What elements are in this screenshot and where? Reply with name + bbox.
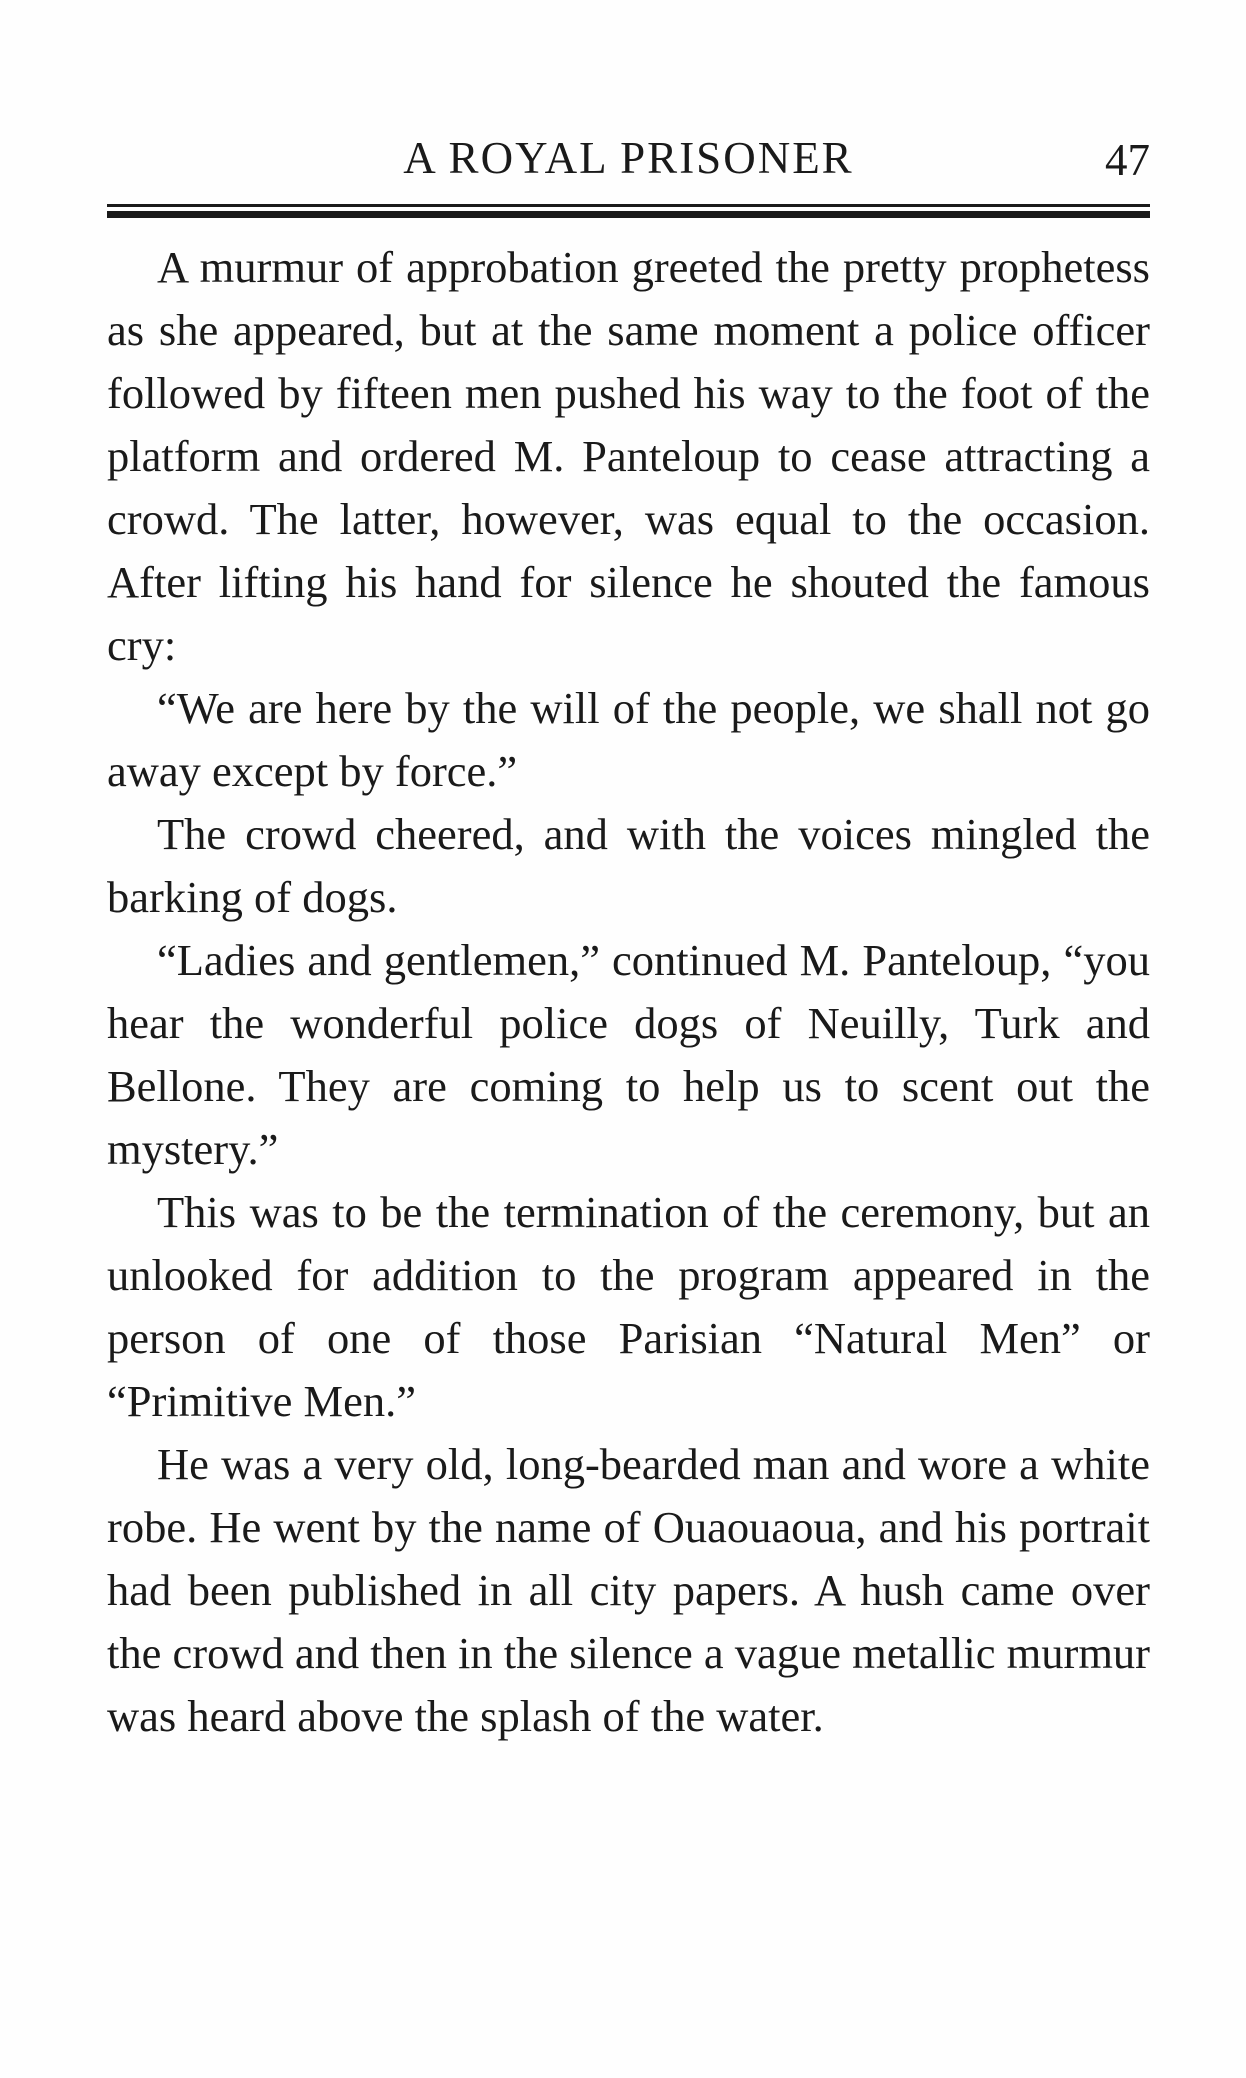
header-rule-thin: [107, 204, 1150, 207]
body-text: [107, 236, 1150, 1748]
paragraph: The crowd cheered, and with the voices mingled the barking of dogs.: [107, 809, 1150, 922]
running-title: A ROYAL PRISONER: [403, 133, 854, 183]
paragraph: “We are here by the will of the people, we shall not go away except by force.”: [107, 683, 1150, 796]
page-number: 47: [1105, 135, 1150, 185]
paragraph: “Ladies and gentlemen,” continued M. Panteloup, “you hear the wonderful police dogs of Neuilly, Turk and Bellone. They are coming to help us to scent out the mystery.”: [107, 935, 1150, 1174]
paragraph: He was a very old, long-bearded man and wore a white robe. He went by the name of Ouaouaoua, and his portrait had been published in all city papers. A hush came over the crowd and then in the silence a vague metallic murmur was heard above the splash of the water.: [107, 1439, 1150, 1741]
header-rule-thick: [107, 211, 1150, 218]
running-head: [107, 128, 1150, 198]
paragraph: A murmur of approbation greeted the pretty prophetess as she appeared, but at the same moment a police officer followed by fifteen men pushed his way to the foot of the platform and ordered M. Panteloup to cease attracting a crowd. The latter, however, was equal to the occasion. After lifting his hand for silence he shouted the famous cry:: [107, 242, 1150, 670]
paragraph: This was to be the termination of the ceremony, but an unlooked for addition to the program appeared in the person of one of those Parisian “Natural Men” or “Primitive Men.”: [107, 1187, 1150, 1426]
header-rule: [107, 204, 1150, 219]
